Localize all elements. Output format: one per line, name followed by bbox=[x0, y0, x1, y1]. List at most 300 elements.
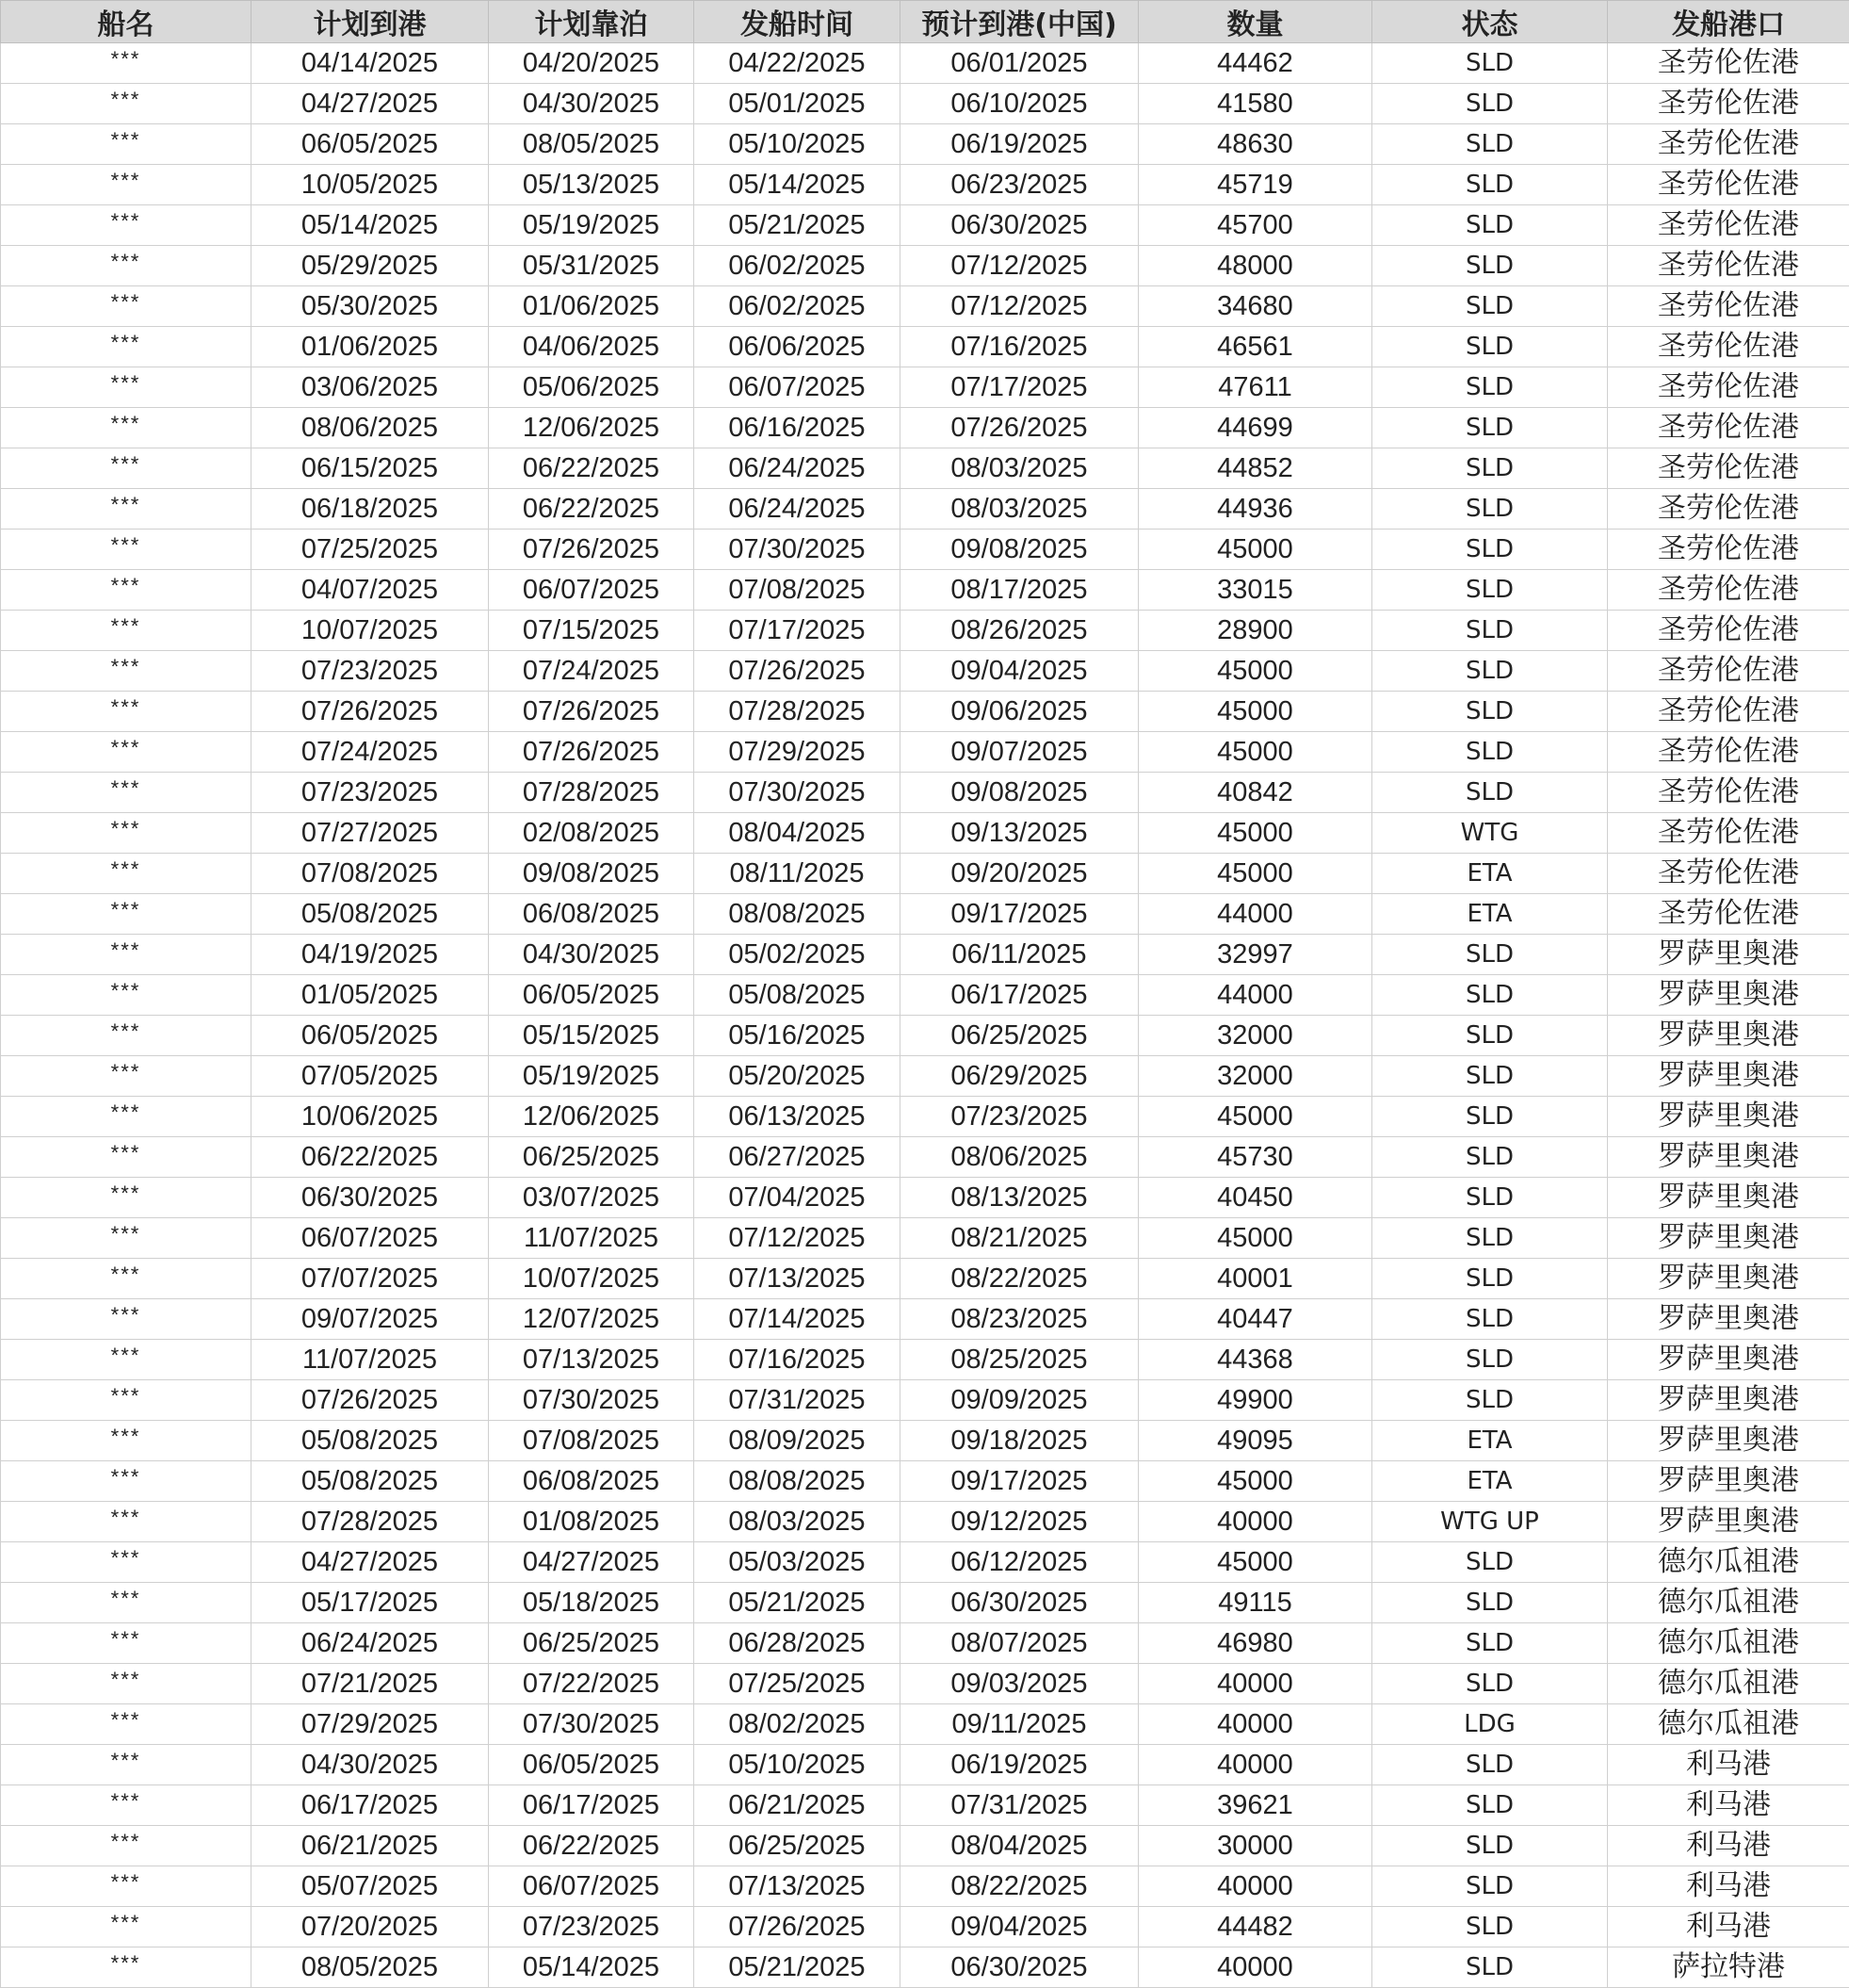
departure-port-cell: 圣劳伦佐港 bbox=[1608, 286, 1849, 327]
planned-berthing-cell: 06/07/2025 bbox=[489, 570, 694, 611]
planned-berthing-cell: 04/30/2025 bbox=[489, 84, 694, 124]
eta-china-cell: 07/31/2025 bbox=[900, 1785, 1139, 1826]
departure-time-cell: 06/24/2025 bbox=[694, 489, 900, 530]
ship-name-cell: *** bbox=[1, 651, 251, 692]
planned-arrival-cell: 05/08/2025 bbox=[251, 1461, 489, 1502]
planned-arrival-cell: 06/22/2025 bbox=[251, 1137, 489, 1178]
quantity-cell: 44000 bbox=[1139, 975, 1372, 1016]
quantity-cell: 49095 bbox=[1139, 1421, 1372, 1461]
eta-china-cell: 06/29/2025 bbox=[900, 1056, 1139, 1097]
planned-berthing-cell: 07/28/2025 bbox=[489, 773, 694, 813]
planned-berthing-cell: 07/24/2025 bbox=[489, 651, 694, 692]
planned-arrival-cell: 09/07/2025 bbox=[251, 1299, 489, 1340]
ship-name-cell: *** bbox=[1, 1461, 251, 1502]
col-header-status: 状态 bbox=[1372, 1, 1608, 43]
table-row bbox=[1, 1299, 1849, 1340]
status-cell: SLD bbox=[1372, 1907, 1608, 1947]
ship-name-cell: *** bbox=[1, 1866, 251, 1907]
departure-port-cell: 罗萨里奥港 bbox=[1608, 1056, 1849, 1097]
table-row bbox=[1, 1421, 1849, 1461]
quantity-cell: 40450 bbox=[1139, 1178, 1372, 1218]
departure-port-cell: 圣劳伦佐港 bbox=[1608, 732, 1849, 773]
table-body bbox=[1, 43, 1849, 1988]
status-cell: SLD bbox=[1372, 367, 1608, 408]
planned-berthing-cell: 02/08/2025 bbox=[489, 813, 694, 854]
ship-name-cell: *** bbox=[1, 1259, 251, 1299]
ship-name-cell: *** bbox=[1, 286, 251, 327]
departure-time-cell: 06/07/2025 bbox=[694, 367, 900, 408]
departure-time-cell: 07/31/2025 bbox=[694, 1380, 900, 1421]
departure-port-cell: 罗萨里奥港 bbox=[1608, 1218, 1849, 1259]
status-cell: SLD bbox=[1372, 975, 1608, 1016]
quantity-cell: 45000 bbox=[1139, 1542, 1372, 1583]
ship-name-cell: *** bbox=[1, 124, 251, 165]
departure-port-cell: 德尔瓜祖港 bbox=[1608, 1583, 1849, 1623]
departure-port-cell: 利马港 bbox=[1608, 1745, 1849, 1785]
table-row bbox=[1, 408, 1849, 448]
planned-berthing-cell: 04/30/2025 bbox=[489, 935, 694, 975]
ship-name-cell: *** bbox=[1, 1542, 251, 1583]
status-cell: SLD bbox=[1372, 570, 1608, 611]
planned-berthing-cell: 05/19/2025 bbox=[489, 1056, 694, 1097]
planned-arrival-cell: 04/07/2025 bbox=[251, 570, 489, 611]
ship-name-cell: *** bbox=[1, 1826, 251, 1866]
departure-port-cell: 圣劳伦佐港 bbox=[1608, 489, 1849, 530]
planned-berthing-cell: 07/26/2025 bbox=[489, 692, 694, 732]
eta-china-cell: 06/17/2025 bbox=[900, 975, 1139, 1016]
departure-time-cell: 06/02/2025 bbox=[694, 246, 900, 286]
quantity-cell: 45700 bbox=[1139, 205, 1372, 246]
planned-berthing-cell: 11/07/2025 bbox=[489, 1218, 694, 1259]
status-cell: SLD bbox=[1372, 1299, 1608, 1340]
planned-arrival-cell: 05/17/2025 bbox=[251, 1583, 489, 1623]
planned-berthing-cell: 06/22/2025 bbox=[489, 448, 694, 489]
table-row bbox=[1, 1461, 1849, 1502]
planned-arrival-cell: 07/23/2025 bbox=[251, 773, 489, 813]
table-row bbox=[1, 1502, 1849, 1542]
status-cell: SLD bbox=[1372, 1826, 1608, 1866]
table-row bbox=[1, 894, 1849, 935]
departure-port-cell: 圣劳伦佐港 bbox=[1608, 165, 1849, 205]
ship-name-cell: *** bbox=[1, 1785, 251, 1826]
eta-china-cell: 09/08/2025 bbox=[900, 773, 1139, 813]
departure-time-cell: 07/17/2025 bbox=[694, 611, 900, 651]
planned-arrival-cell: 05/14/2025 bbox=[251, 205, 489, 246]
status-cell: SLD bbox=[1372, 286, 1608, 327]
table-row bbox=[1, 1016, 1849, 1056]
planned-arrival-cell: 07/08/2025 bbox=[251, 854, 489, 894]
quantity-cell: 44368 bbox=[1139, 1340, 1372, 1380]
planned-arrival-cell: 10/06/2025 bbox=[251, 1097, 489, 1137]
departure-port-cell: 圣劳伦佐港 bbox=[1608, 530, 1849, 570]
table-row bbox=[1, 530, 1849, 570]
departure-time-cell: 07/12/2025 bbox=[694, 1218, 900, 1259]
eta-china-cell: 07/16/2025 bbox=[900, 327, 1139, 367]
table-row bbox=[1, 692, 1849, 732]
eta-china-cell: 09/09/2025 bbox=[900, 1380, 1139, 1421]
departure-port-cell: 圣劳伦佐港 bbox=[1608, 894, 1849, 935]
quantity-cell: 33015 bbox=[1139, 570, 1372, 611]
planned-berthing-cell: 07/26/2025 bbox=[489, 732, 694, 773]
planned-berthing-cell: 07/13/2025 bbox=[489, 1340, 694, 1380]
departure-time-cell: 07/28/2025 bbox=[694, 692, 900, 732]
planned-berthing-cell: 05/31/2025 bbox=[489, 246, 694, 286]
planned-arrival-cell: 07/29/2025 bbox=[251, 1704, 489, 1745]
departure-time-cell: 05/08/2025 bbox=[694, 975, 900, 1016]
status-cell: ETA bbox=[1372, 1461, 1608, 1502]
status-cell: SLD bbox=[1372, 1137, 1608, 1178]
planned-berthing-cell: 07/26/2025 bbox=[489, 530, 694, 570]
eta-china-cell: 08/03/2025 bbox=[900, 448, 1139, 489]
quantity-cell: 34680 bbox=[1139, 286, 1372, 327]
status-cell: SLD bbox=[1372, 935, 1608, 975]
eta-china-cell: 09/12/2025 bbox=[900, 1502, 1139, 1542]
planned-arrival-cell: 04/30/2025 bbox=[251, 1745, 489, 1785]
quantity-cell: 44462 bbox=[1139, 43, 1372, 84]
status-cell: SLD bbox=[1372, 165, 1608, 205]
quantity-cell: 39621 bbox=[1139, 1785, 1372, 1826]
ship-name-cell: *** bbox=[1, 1340, 251, 1380]
eta-china-cell: 06/25/2025 bbox=[900, 1016, 1139, 1056]
departure-port-cell: 圣劳伦佐港 bbox=[1608, 124, 1849, 165]
departure-time-cell: 05/14/2025 bbox=[694, 165, 900, 205]
quantity-cell: 40000 bbox=[1139, 1664, 1372, 1704]
ship-name-cell: *** bbox=[1, 692, 251, 732]
departure-time-cell: 07/13/2025 bbox=[694, 1866, 900, 1907]
planned-berthing-cell: 05/06/2025 bbox=[489, 367, 694, 408]
departure-port-cell: 圣劳伦佐港 bbox=[1608, 854, 1849, 894]
table-row bbox=[1, 1907, 1849, 1947]
departure-time-cell: 07/30/2025 bbox=[694, 530, 900, 570]
ship-name-cell: *** bbox=[1, 611, 251, 651]
planned-berthing-cell: 09/08/2025 bbox=[489, 854, 694, 894]
status-cell: SLD bbox=[1372, 1664, 1608, 1704]
table-row bbox=[1, 1704, 1849, 1745]
planned-arrival-cell: 06/05/2025 bbox=[251, 124, 489, 165]
ship-name-cell: *** bbox=[1, 570, 251, 611]
departure-time-cell: 08/08/2025 bbox=[694, 894, 900, 935]
quantity-cell: 45000 bbox=[1139, 732, 1372, 773]
planned-arrival-cell: 06/21/2025 bbox=[251, 1826, 489, 1866]
status-cell: SLD bbox=[1372, 611, 1608, 651]
eta-china-cell: 08/13/2025 bbox=[900, 1178, 1139, 1218]
status-cell: SLD bbox=[1372, 1218, 1608, 1259]
planned-arrival-cell: 07/27/2025 bbox=[251, 813, 489, 854]
departure-time-cell: 07/29/2025 bbox=[694, 732, 900, 773]
departure-time-cell: 08/02/2025 bbox=[694, 1704, 900, 1745]
departure-port-cell: 德尔瓜祖港 bbox=[1608, 1664, 1849, 1704]
departure-port-cell: 圣劳伦佐港 bbox=[1608, 205, 1849, 246]
eta-china-cell: 09/04/2025 bbox=[900, 1907, 1139, 1947]
status-cell: SLD bbox=[1372, 1178, 1608, 1218]
col-header-ship-name: 船名 bbox=[1, 1, 251, 43]
status-cell: SLD bbox=[1372, 124, 1608, 165]
planned-berthing-cell: 06/22/2025 bbox=[489, 1826, 694, 1866]
planned-arrival-cell: 05/30/2025 bbox=[251, 286, 489, 327]
planned-arrival-cell: 06/15/2025 bbox=[251, 448, 489, 489]
quantity-cell: 41580 bbox=[1139, 84, 1372, 124]
departure-port-cell: 利马港 bbox=[1608, 1907, 1849, 1947]
departure-time-cell: 07/08/2025 bbox=[694, 570, 900, 611]
planned-berthing-cell: 07/15/2025 bbox=[489, 611, 694, 651]
quantity-cell: 45000 bbox=[1139, 854, 1372, 894]
ship-name-cell: *** bbox=[1, 1421, 251, 1461]
table-row bbox=[1, 367, 1849, 408]
ship-name-cell: *** bbox=[1, 1056, 251, 1097]
table-row bbox=[1, 1097, 1849, 1137]
status-cell: LDG bbox=[1372, 1704, 1608, 1745]
ship-name-cell: *** bbox=[1, 1178, 251, 1218]
ship-name-cell: *** bbox=[1, 205, 251, 246]
planned-berthing-cell: 08/05/2025 bbox=[489, 124, 694, 165]
departure-port-cell: 德尔瓜祖港 bbox=[1608, 1704, 1849, 1745]
table-row bbox=[1, 1380, 1849, 1421]
quantity-cell: 44000 bbox=[1139, 894, 1372, 935]
table-row bbox=[1, 165, 1849, 205]
planned-berthing-cell: 06/25/2025 bbox=[489, 1137, 694, 1178]
planned-arrival-cell: 04/19/2025 bbox=[251, 935, 489, 975]
departure-time-cell: 07/13/2025 bbox=[694, 1259, 900, 1299]
ship-name-cell: *** bbox=[1, 489, 251, 530]
planned-berthing-cell: 07/22/2025 bbox=[489, 1664, 694, 1704]
departure-time-cell: 07/14/2025 bbox=[694, 1299, 900, 1340]
table-row bbox=[1, 84, 1849, 124]
planned-berthing-cell: 03/07/2025 bbox=[489, 1178, 694, 1218]
eta-china-cell: 09/17/2025 bbox=[900, 1461, 1139, 1502]
quantity-cell: 45000 bbox=[1139, 813, 1372, 854]
departure-port-cell: 罗萨里奥港 bbox=[1608, 1380, 1849, 1421]
departure-time-cell: 07/26/2025 bbox=[694, 651, 900, 692]
quantity-cell: 40001 bbox=[1139, 1259, 1372, 1299]
quantity-cell: 44936 bbox=[1139, 489, 1372, 530]
status-cell: WTG bbox=[1372, 813, 1608, 854]
eta-china-cell: 08/03/2025 bbox=[900, 489, 1139, 530]
status-cell: SLD bbox=[1372, 732, 1608, 773]
status-cell: SLD bbox=[1372, 489, 1608, 530]
eta-china-cell: 08/21/2025 bbox=[900, 1218, 1139, 1259]
quantity-cell: 44482 bbox=[1139, 1907, 1372, 1947]
status-cell: ETA bbox=[1372, 854, 1608, 894]
status-cell: SLD bbox=[1372, 530, 1608, 570]
departure-port-cell: 利马港 bbox=[1608, 1826, 1849, 1866]
eta-china-cell: 09/03/2025 bbox=[900, 1664, 1139, 1704]
eta-china-cell: 06/30/2025 bbox=[900, 205, 1139, 246]
status-cell: SLD bbox=[1372, 1056, 1608, 1097]
planned-arrival-cell: 06/05/2025 bbox=[251, 1016, 489, 1056]
quantity-cell: 32997 bbox=[1139, 935, 1372, 975]
status-cell: SLD bbox=[1372, 1866, 1608, 1907]
ship-name-cell: *** bbox=[1, 1623, 251, 1664]
table-row bbox=[1, 611, 1849, 651]
departure-time-cell: 05/16/2025 bbox=[694, 1016, 900, 1056]
departure-time-cell: 05/01/2025 bbox=[694, 84, 900, 124]
eta-china-cell: 08/26/2025 bbox=[900, 611, 1139, 651]
departure-time-cell: 06/21/2025 bbox=[694, 1785, 900, 1826]
planned-berthing-cell: 07/30/2025 bbox=[489, 1380, 694, 1421]
departure-time-cell: 08/03/2025 bbox=[694, 1502, 900, 1542]
table-row bbox=[1, 1178, 1849, 1218]
planned-arrival-cell: 06/17/2025 bbox=[251, 1785, 489, 1826]
planned-berthing-cell: 07/23/2025 bbox=[489, 1907, 694, 1947]
eta-china-cell: 09/07/2025 bbox=[900, 732, 1139, 773]
table-row bbox=[1, 1664, 1849, 1704]
quantity-cell: 40000 bbox=[1139, 1704, 1372, 1745]
table-row bbox=[1, 935, 1849, 975]
quantity-cell: 48630 bbox=[1139, 124, 1372, 165]
departure-port-cell: 圣劳伦佐港 bbox=[1608, 448, 1849, 489]
ship-name-cell: *** bbox=[1, 1947, 251, 1988]
status-cell: SLD bbox=[1372, 651, 1608, 692]
eta-china-cell: 07/12/2025 bbox=[900, 246, 1139, 286]
planned-berthing-cell: 04/06/2025 bbox=[489, 327, 694, 367]
departure-port-cell: 圣劳伦佐港 bbox=[1608, 570, 1849, 611]
quantity-cell: 45000 bbox=[1139, 692, 1372, 732]
table-row bbox=[1, 43, 1849, 84]
departure-time-cell: 04/22/2025 bbox=[694, 43, 900, 84]
departure-port-cell: 利马港 bbox=[1608, 1866, 1849, 1907]
quantity-cell: 46561 bbox=[1139, 327, 1372, 367]
planned-berthing-cell: 12/07/2025 bbox=[489, 1299, 694, 1340]
planned-arrival-cell: 04/27/2025 bbox=[251, 1542, 489, 1583]
eta-china-cell: 06/19/2025 bbox=[900, 124, 1139, 165]
eta-china-cell: 09/17/2025 bbox=[900, 894, 1139, 935]
planned-arrival-cell: 06/07/2025 bbox=[251, 1218, 489, 1259]
eta-china-cell: 06/19/2025 bbox=[900, 1745, 1139, 1785]
ship-name-cell: *** bbox=[1, 408, 251, 448]
planned-arrival-cell: 05/07/2025 bbox=[251, 1866, 489, 1907]
eta-china-cell: 06/01/2025 bbox=[900, 43, 1139, 84]
planned-arrival-cell: 03/06/2025 bbox=[251, 367, 489, 408]
planned-berthing-cell: 06/05/2025 bbox=[489, 975, 694, 1016]
departure-port-cell: 圣劳伦佐港 bbox=[1608, 692, 1849, 732]
planned-berthing-cell: 04/27/2025 bbox=[489, 1542, 694, 1583]
departure-time-cell: 06/16/2025 bbox=[694, 408, 900, 448]
planned-arrival-cell: 05/08/2025 bbox=[251, 894, 489, 935]
departure-time-cell: 05/20/2025 bbox=[694, 1056, 900, 1097]
eta-china-cell: 07/26/2025 bbox=[900, 408, 1139, 448]
departure-time-cell: 07/04/2025 bbox=[694, 1178, 900, 1218]
planned-berthing-cell: 06/05/2025 bbox=[489, 1745, 694, 1785]
eta-china-cell: 08/23/2025 bbox=[900, 1299, 1139, 1340]
departure-time-cell: 08/04/2025 bbox=[694, 813, 900, 854]
eta-china-cell: 09/04/2025 bbox=[900, 651, 1139, 692]
departure-port-cell: 罗萨里奥港 bbox=[1608, 1421, 1849, 1461]
ship-name-cell: *** bbox=[1, 448, 251, 489]
status-cell: SLD bbox=[1372, 1623, 1608, 1664]
table-row bbox=[1, 1056, 1849, 1097]
ship-name-cell: *** bbox=[1, 894, 251, 935]
departure-time-cell: 06/28/2025 bbox=[694, 1623, 900, 1664]
header-row bbox=[1, 1, 1849, 43]
table-row bbox=[1, 124, 1849, 165]
table-row bbox=[1, 773, 1849, 813]
departure-time-cell: 07/16/2025 bbox=[694, 1340, 900, 1380]
eta-china-cell: 08/07/2025 bbox=[900, 1623, 1139, 1664]
planned-berthing-cell: 12/06/2025 bbox=[489, 408, 694, 448]
planned-arrival-cell: 04/14/2025 bbox=[251, 43, 489, 84]
table-row bbox=[1, 854, 1849, 894]
ship-name-cell: *** bbox=[1, 1664, 251, 1704]
departure-port-cell: 圣劳伦佐港 bbox=[1608, 408, 1849, 448]
quantity-cell: 45000 bbox=[1139, 1218, 1372, 1259]
planned-arrival-cell: 07/28/2025 bbox=[251, 1502, 489, 1542]
quantity-cell: 49900 bbox=[1139, 1380, 1372, 1421]
departure-port-cell: 德尔瓜祖港 bbox=[1608, 1623, 1849, 1664]
planned-berthing-cell: 05/15/2025 bbox=[489, 1016, 694, 1056]
planned-berthing-cell: 07/08/2025 bbox=[489, 1421, 694, 1461]
departure-time-cell: 08/11/2025 bbox=[694, 854, 900, 894]
table-row bbox=[1, 1542, 1849, 1583]
departure-time-cell: 05/21/2025 bbox=[694, 205, 900, 246]
quantity-cell: 45000 bbox=[1139, 1097, 1372, 1137]
status-cell: SLD bbox=[1372, 1259, 1608, 1299]
status-cell: SLD bbox=[1372, 84, 1608, 124]
quantity-cell: 45000 bbox=[1139, 1461, 1372, 1502]
departure-time-cell: 06/25/2025 bbox=[694, 1826, 900, 1866]
table-row bbox=[1, 286, 1849, 327]
eta-china-cell: 08/22/2025 bbox=[900, 1259, 1139, 1299]
status-cell: SLD bbox=[1372, 1785, 1608, 1826]
planned-berthing-cell: 05/18/2025 bbox=[489, 1583, 694, 1623]
quantity-cell: 48000 bbox=[1139, 246, 1372, 286]
departure-time-cell: 05/10/2025 bbox=[694, 124, 900, 165]
eta-china-cell: 06/12/2025 bbox=[900, 1542, 1139, 1583]
table-row bbox=[1, 651, 1849, 692]
quantity-cell: 45000 bbox=[1139, 651, 1372, 692]
departure-time-cell: 08/09/2025 bbox=[694, 1421, 900, 1461]
planned-arrival-cell: 04/27/2025 bbox=[251, 84, 489, 124]
planned-arrival-cell: 11/07/2025 bbox=[251, 1340, 489, 1380]
ship-name-cell: *** bbox=[1, 1704, 251, 1745]
ship-name-cell: *** bbox=[1, 1380, 251, 1421]
planned-arrival-cell: 07/24/2025 bbox=[251, 732, 489, 773]
departure-port-cell: 德尔瓜祖港 bbox=[1608, 1542, 1849, 1583]
planned-arrival-cell: 06/24/2025 bbox=[251, 1623, 489, 1664]
ship-name-cell: *** bbox=[1, 1583, 251, 1623]
eta-china-cell: 06/11/2025 bbox=[900, 935, 1139, 975]
planned-arrival-cell: 07/07/2025 bbox=[251, 1259, 489, 1299]
departure-time-cell: 06/02/2025 bbox=[694, 286, 900, 327]
table-row bbox=[1, 1623, 1849, 1664]
eta-china-cell: 08/06/2025 bbox=[900, 1137, 1139, 1178]
table-row bbox=[1, 1947, 1849, 1988]
departure-time-cell: 05/10/2025 bbox=[694, 1745, 900, 1785]
status-cell: SLD bbox=[1372, 773, 1608, 813]
planned-arrival-cell: 01/06/2025 bbox=[251, 327, 489, 367]
ship-name-cell: *** bbox=[1, 732, 251, 773]
ship-name-cell: *** bbox=[1, 530, 251, 570]
status-cell: SLD bbox=[1372, 1016, 1608, 1056]
eta-china-cell: 09/06/2025 bbox=[900, 692, 1139, 732]
status-cell: WTG UP bbox=[1372, 1502, 1608, 1542]
quantity-cell: 30000 bbox=[1139, 1826, 1372, 1866]
departure-port-cell: 圣劳伦佐港 bbox=[1608, 246, 1849, 286]
col-header-quantity: 数量 bbox=[1139, 1, 1372, 43]
table-row bbox=[1, 489, 1849, 530]
planned-arrival-cell: 07/23/2025 bbox=[251, 651, 489, 692]
eta-china-cell: 09/11/2025 bbox=[900, 1704, 1139, 1745]
planned-berthing-cell: 05/13/2025 bbox=[489, 165, 694, 205]
planned-berthing-cell: 06/07/2025 bbox=[489, 1866, 694, 1907]
table-row bbox=[1, 1866, 1849, 1907]
ship-name-cell: *** bbox=[1, 1218, 251, 1259]
status-cell: SLD bbox=[1372, 408, 1608, 448]
status-cell: SLD bbox=[1372, 205, 1608, 246]
table-row bbox=[1, 813, 1849, 854]
planned-arrival-cell: 07/25/2025 bbox=[251, 530, 489, 570]
table-row bbox=[1, 570, 1849, 611]
table-row bbox=[1, 1826, 1849, 1866]
